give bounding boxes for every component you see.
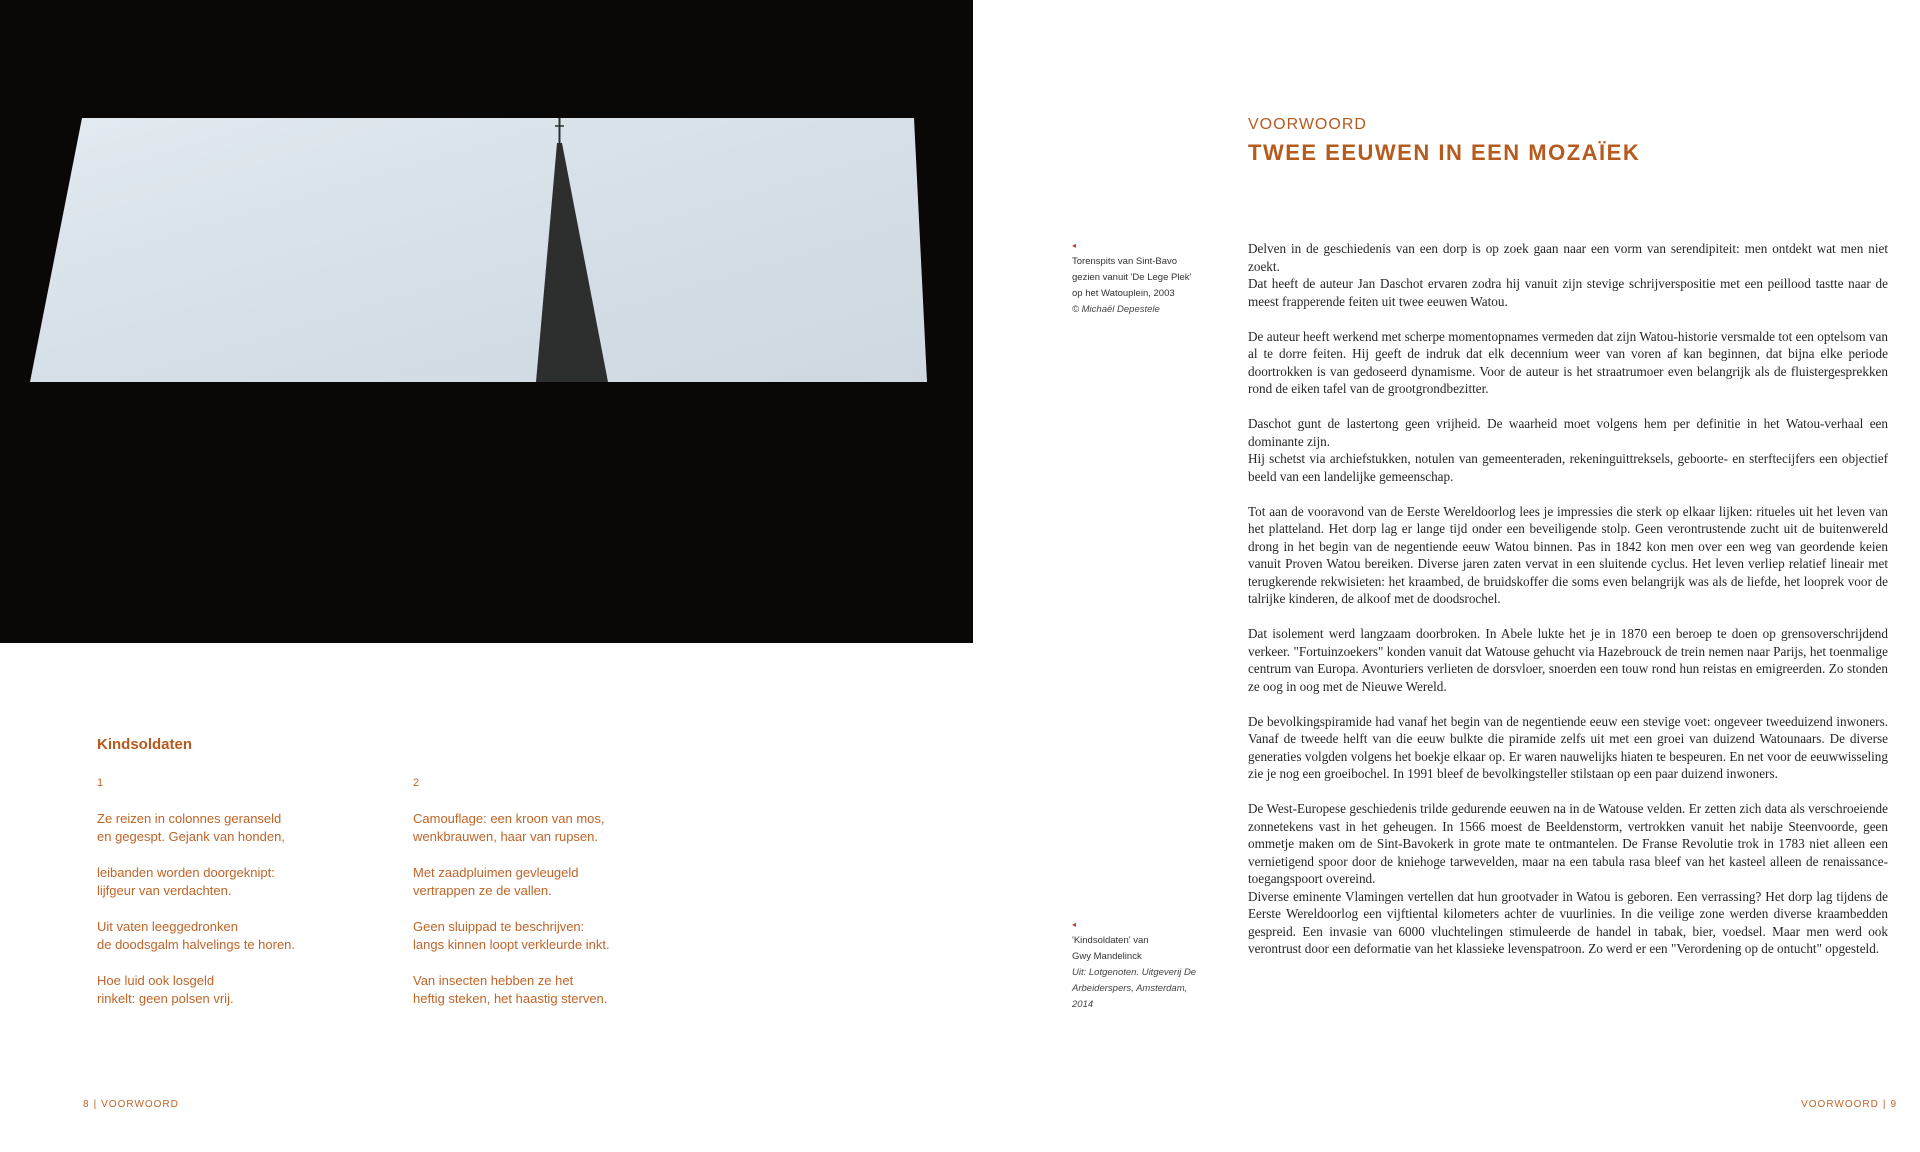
page-number: 9 (1890, 1099, 1897, 1110)
verse-line: Geen sluippad te beschrijven: (413, 919, 585, 934)
foreword-body (1248, 240, 1888, 975)
page-title: TWEE EEUWEN IN EEN MOZAÏEK (1248, 140, 1641, 165)
running-head: VOORWOORD (1801, 1099, 1879, 1110)
verse-line: rinkelt: geen polsen vrij. (97, 991, 234, 1006)
poem-caption (1072, 919, 1202, 1013)
page-number: 8 (83, 1099, 90, 1110)
paragraph: De auteur heeft werkend met scherpe momentopnames vermeden dat zijn Watou-historie versmalde tot een optelsom van al te dorre feiten. Hij geeft de indruk dat elk decennium weer van voren af kan beginnen, dat bijna elke periode doortrokken is van gedoseerd dynamisme. Voor de auteur is het straatrumoer even belangrijk als de fluistergesprekken rond de eiken tafel van de grootgrondbezitter. (1248, 328, 1888, 396)
paragraph: De West-Europese geschiedenis trilde gedurende eeuwen na in de Watouse velden. Er zetten zich data als verschroeiende zonnetekens vast in het geheugen. In 1566 moest de Beeldenstorm, vertrokken vanuit het nabije Steenvoorde, geen ommetje maken om de Sint-Bavokerk in grote mate te ontmantelen. De Franse Revolutie trok in 1783 niet alleen een vernietigend spoor door de kniehoge tarwevelden, maar na een tabula rasa bleef van het kasteel alleen de renaissance-toegangspoort overeind. (1248, 801, 1888, 886)
caption-credit: © Michaël Depestele (1072, 304, 1160, 315)
poem-number: 2 (413, 777, 420, 789)
paragraph: De bevolkingspiramide had vanaf het begin van de negentiende eeuw een stevige voet: ongeveer tweeduizend inwoners. Vanaf de tweede helft van die eeuw bulkte die piramide zelfs uit met een groei van duizend Watounaars. De diverse generaties volgden volgens het boekje elkaar op. Er waren nauwelijks hiaten te bespeuren. En net voor de eeuwwisseling zie je nog een groeibochel. In 1991 bleef de bevolkingsteller stilstaan op een paar duizend inwoners. (1248, 713, 1888, 781)
photo-caption (1072, 240, 1202, 318)
running-head: VOORWOORD (101, 1099, 179, 1110)
paragraph: Dat heeft de auteur Jan Daschot ervaren zodra hij vanuit zijn stevige schrijverspositie met een peillood tastte naar de meest frapperende feiten uit twee eeuwen Watou. (1248, 276, 1888, 309)
caption-line: gezien vanuit 'De Lege Plek' (1072, 272, 1192, 283)
paragraph: Diverse eminente Vlamingen vertellen dat hun grootvader in Watou is geboren. Een verrassing? Het dorp lag tijdens de Eerste Wereldoorlog een vijftiental kilometers achter de vuurlinies. In die veilige zone werden diverse kraambedden gespreid. Een invasie van 6000 vluchtelingen stimuleerde de handel in tabak, bier, voedsel. Maar men werd ook verontrust door een deformatie van het klassieke levenspatroon. Zo werd er een "Verordening op de ontucht" opgesteld. (1248, 888, 1888, 956)
verse-line: Met zaadpluimen gevleugeld (413, 865, 579, 880)
caption-line: op het Watouplein, 2003 (1072, 288, 1175, 299)
folio-right (1801, 1099, 1897, 1110)
caption-line: Gwy Mandelinck (1072, 951, 1142, 962)
paragraph: Tot aan de vooravond van de Eerste Wereldoorlog lees je impressies die sterk op elkaar lijken: ritueles uit het leven van het platteland. Het dorp lag er lange tijd onder een beveiligende stolp. Geen verontrustende zucht uit de buitenwereld drong in het begin van de negentiende eeuw Watou binnen. Pas in 1842 kon men over een weg van geordende keien vanuit Proven Watou bereiken. Diverse jaren zaten vervat in een sluitende cyclus. Het leven verliep relatief lineair met terugkerende rekwisieten: het kraambed, de bruidskoffer die soms even belangrijk was als de liefde, het looprek voor de talrijke kinderen, de alkoof met de doodsrochel. (1248, 503, 1888, 606)
caption-credit: Arbeiderspers, Amsterdam, 2014 (1072, 983, 1188, 1010)
church-spire-photo (0, 0, 973, 643)
section-label: VOORWOORD (1248, 116, 1367, 133)
folio-separator: | (93, 1099, 98, 1110)
paragraph: Hij schetst via archiefstukken, notulen van gemeenteraden, rekeninguittreksels, geboorte- en sterftecijfers een objectief beeld van een landelijke gemeenschap. (1248, 451, 1888, 484)
verse-line: langs kinnen loopt verkleurde inkt. (413, 937, 610, 952)
sky-window (30, 118, 927, 382)
caption-credit: Uit: Lotgenoten. Uitgeverij De (1072, 967, 1197, 978)
stanza (413, 810, 673, 846)
caption-line: 'Kindsoldaten' van (1072, 935, 1149, 946)
stanza (97, 918, 357, 954)
folio-separator: | (1882, 1099, 1887, 1110)
verse-line: heftig steken, het haastig sterven. (413, 991, 608, 1006)
verse-line: vertrappen ze de vallen. (413, 883, 552, 898)
caption-line: Torenspits van Sint-Bavo (1072, 256, 1178, 267)
church-spire-photo-icon (0, 0, 973, 643)
poem-number: 1 (97, 777, 104, 789)
poem-column-1 (97, 774, 357, 1026)
poem-title: Kindsoldaten (97, 736, 193, 753)
stanza (97, 972, 357, 1008)
stanza (413, 972, 673, 1008)
verse-line: Ze reizen in colonnes geranseld (97, 811, 282, 826)
verse-line: Van insecten hebben ze het (413, 973, 574, 988)
verse-line: lijfgeur van verdachten. (97, 883, 232, 898)
verse-line: wenkbrauwen, haar van rupsen. (413, 829, 599, 844)
verse-line: de doodsgalm halvelings te horen. (97, 937, 296, 952)
stanza (97, 864, 357, 900)
stanza (413, 864, 673, 900)
stanza (413, 918, 673, 954)
paragraph: Dat isolement werd langzaam doorbroken. In Abele lukte het je in 1870 een beroep te doen op grensoverschrijdend verkeer. "Fortuinzoekers" konden vanuit dat Watouse gehucht via Hazebrouck de trein nemen naar Parijs, het toenmalige centrum van Europa. Avonturiers verlieten de dorsvloer, snoerden een touw rond hun reistas en emigreerden. Zo stonden ze oog in oog met de Nieuwe Wereld. (1248, 626, 1888, 694)
verse-line: Camouflage: een kroon van mos, (413, 811, 605, 826)
caret-left-icon: ◂ (1072, 920, 1077, 929)
verse-line: en gegespt. Gejank van honden, (97, 829, 285, 844)
caret-left-icon: ◂ (1072, 241, 1077, 250)
paragraph: Delven in de geschiedenis van een dorp is op zoek gaan naar een vorm van serendipiteit: men ontdekt wat men niet zoekt. (1248, 241, 1888, 274)
stanza (97, 810, 357, 846)
verse-line: Uit vaten leeggedronken (97, 919, 238, 934)
paragraph: Daschot gunt de lastertong geen vrijheid. De waarheid moet volgens hem per definitie in het Watou-verhaal een dominante zijn. (1248, 416, 1888, 449)
poem-column-2 (413, 774, 673, 1026)
folio-left (83, 1099, 179, 1110)
verse-line: leibanden worden doorgeknipt: (97, 865, 275, 880)
verse-line: Hoe luid ook losgeld (97, 973, 215, 988)
